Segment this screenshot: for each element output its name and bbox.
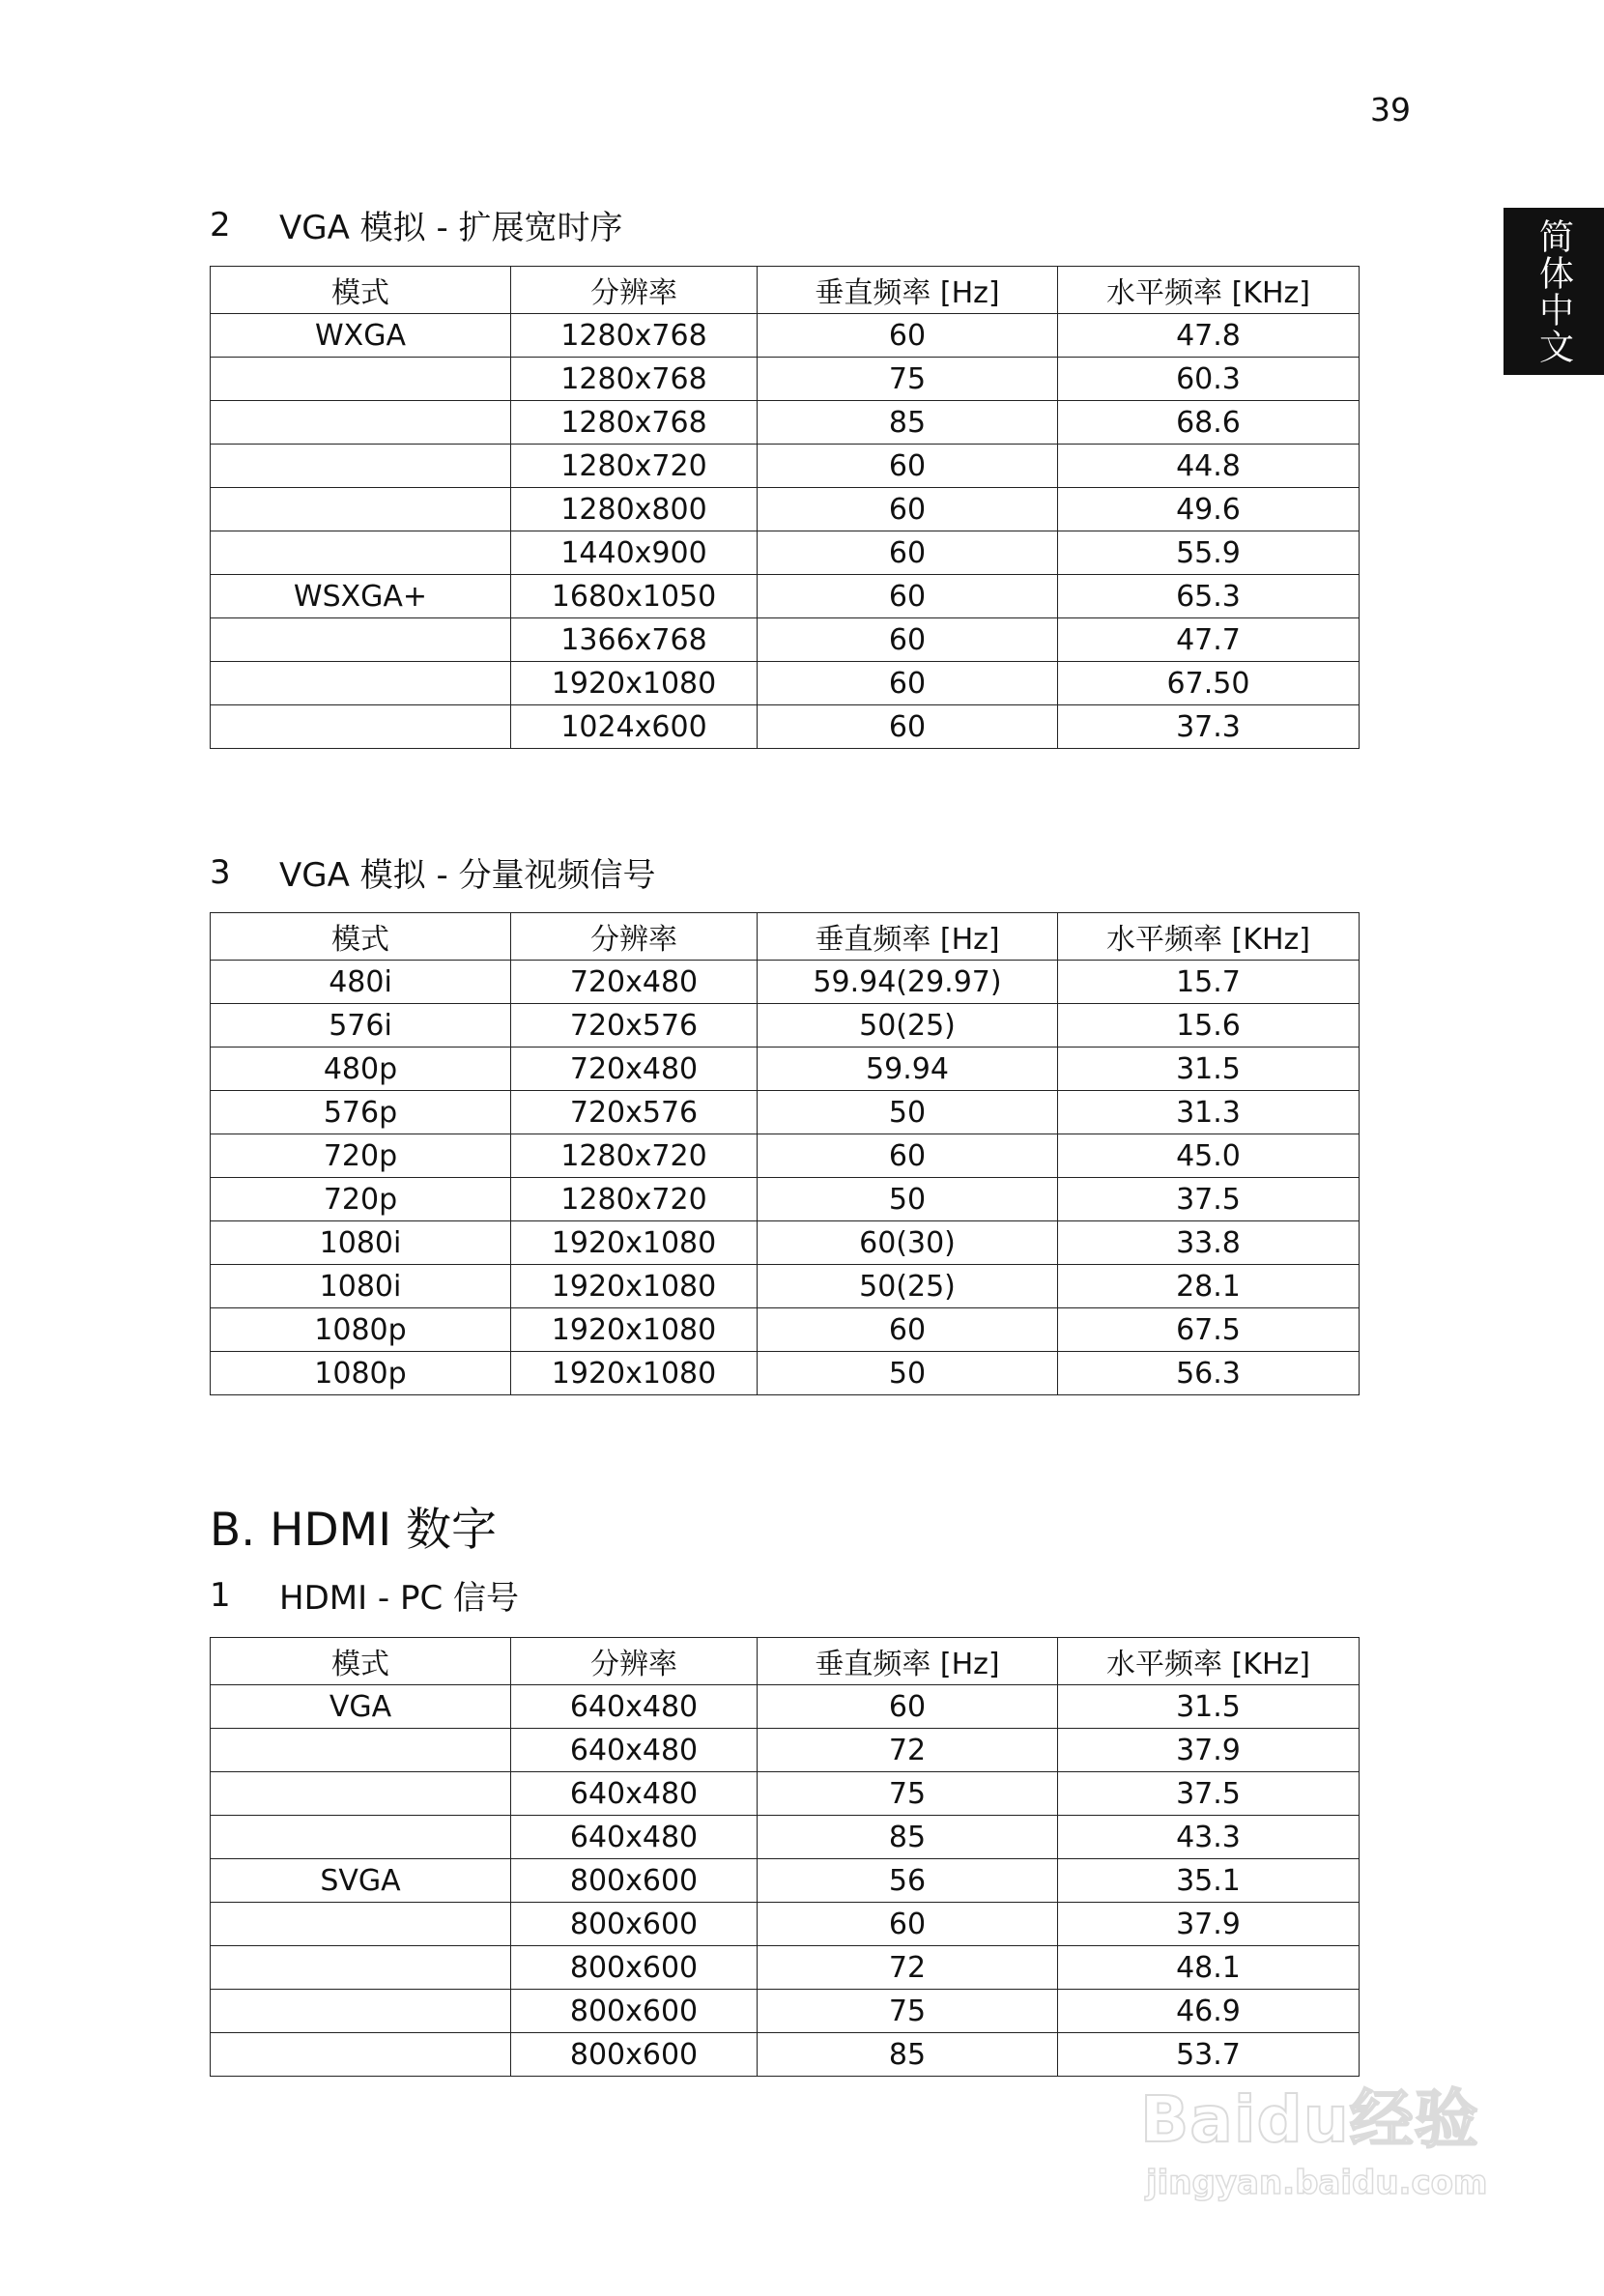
column-header-mode: 模式: [211, 267, 511, 314]
cell-mode: SVGA: [211, 1859, 511, 1903]
cell-mode: [211, 445, 511, 488]
cell-horizontal-frequency: 60.3: [1058, 358, 1360, 401]
language-side-tab: [1504, 208, 1604, 375]
table-row: [211, 1816, 1360, 1859]
cell-horizontal-frequency: 44.8: [1058, 445, 1360, 488]
table-row: [211, 445, 1360, 488]
cell-vertical-frequency: 60: [758, 314, 1058, 358]
cell-vertical-frequency: 75: [758, 1990, 1058, 2033]
cell-mode: VGA: [211, 1685, 511, 1729]
column-header-mode: 模式: [211, 913, 511, 961]
cell-vertical-frequency: 85: [758, 1816, 1058, 1859]
watermark-url: jingyan.baidu.com: [1146, 2164, 1488, 2202]
table-row: [211, 1004, 1360, 1048]
cell-mode: 720p: [211, 1134, 511, 1178]
column-header-horizontal-frequency: 水平频率 [KHz]: [1058, 913, 1360, 961]
section-2-number: 2: [210, 205, 231, 244]
cell-resolution: 1280x720: [511, 1178, 758, 1221]
cell-resolution: 800x600: [511, 1903, 758, 1946]
cell-resolution: 800x600: [511, 1859, 758, 1903]
cell-resolution: 640x480: [511, 1729, 758, 1772]
cell-resolution: 800x600: [511, 1990, 758, 2033]
cell-horizontal-frequency: 37.5: [1058, 1178, 1360, 1221]
cell-horizontal-frequency: 15.7: [1058, 961, 1360, 1004]
cell-horizontal-frequency: 37.9: [1058, 1903, 1360, 1946]
cell-mode: 720p: [211, 1178, 511, 1221]
cell-mode: [211, 705, 511, 749]
table-row: [211, 1729, 1360, 1772]
section-b1-title: HDMI - PC 信号: [279, 1579, 520, 1618]
table-row: [211, 531, 1360, 575]
table-row: [211, 1308, 1360, 1352]
cell-horizontal-frequency: 45.0: [1058, 1134, 1360, 1178]
cell-horizontal-frequency: 35.1: [1058, 1859, 1360, 1903]
section-3-number: 3: [210, 852, 231, 892]
cell-resolution: 1280x768: [511, 358, 758, 401]
cell-mode: 1080i: [211, 1265, 511, 1308]
cell-vertical-frequency: 85: [758, 401, 1058, 445]
cell-mode: [211, 1772, 511, 1816]
cell-vertical-frequency: 75: [758, 358, 1058, 401]
cell-horizontal-frequency: 47.7: [1058, 618, 1360, 662]
cell-mode: 1080p: [211, 1352, 511, 1395]
cell-horizontal-frequency: 37.5: [1058, 1772, 1360, 1816]
table-row: [211, 705, 1360, 749]
cell-resolution: 1280x768: [511, 314, 758, 358]
vga-component-video-table: [210, 912, 1360, 1395]
table-row: [211, 1091, 1360, 1134]
cell-mode: 480p: [211, 1048, 511, 1091]
cell-resolution: 800x600: [511, 1946, 758, 1990]
cell-mode: [211, 1729, 511, 1772]
cell-horizontal-frequency: 67.5: [1058, 1308, 1360, 1352]
cell-mode: [211, 2033, 511, 2077]
cell-vertical-frequency: 60: [758, 488, 1058, 531]
cell-vertical-frequency: 60: [758, 705, 1058, 749]
cell-vertical-frequency: 60: [758, 1134, 1058, 1178]
cell-vertical-frequency: 59.94: [758, 1048, 1058, 1091]
cell-vertical-frequency: 56: [758, 1859, 1058, 1903]
baidu-jingyan-watermark: [1140, 2068, 1507, 2223]
cell-vertical-frequency: 85: [758, 2033, 1058, 2077]
column-header-resolution: 分辨率: [511, 1638, 758, 1685]
cell-vertical-frequency: 50: [758, 1178, 1058, 1221]
cell-resolution: 1920x1080: [511, 1308, 758, 1352]
table-row: [211, 575, 1360, 618]
cell-resolution: 1280x800: [511, 488, 758, 531]
cell-vertical-frequency: 60: [758, 1685, 1058, 1729]
cell-mode: [211, 1903, 511, 1946]
page-number: 39: [1370, 91, 1411, 129]
cell-mode: [211, 1946, 511, 1990]
vga-extended-timing-table: [210, 266, 1360, 749]
cell-resolution: 1280x768: [511, 401, 758, 445]
cell-horizontal-frequency: 37.9: [1058, 1729, 1360, 1772]
table-row: [211, 618, 1360, 662]
table-header-row: [211, 913, 1360, 961]
cell-vertical-frequency: 60(30): [758, 1221, 1058, 1265]
cell-resolution: 720x480: [511, 961, 758, 1004]
cell-mode: [211, 1816, 511, 1859]
section-3-heading: [210, 848, 656, 896]
table-row: [211, 1178, 1360, 1221]
cell-resolution: 720x576: [511, 1091, 758, 1134]
cell-mode: 1080i: [211, 1221, 511, 1265]
cell-vertical-frequency: 72: [758, 1946, 1058, 1990]
table-header-row: [211, 1638, 1360, 1685]
cell-resolution: 720x576: [511, 1004, 758, 1048]
cell-mode: [211, 662, 511, 705]
cell-vertical-frequency: 50(25): [758, 1265, 1058, 1308]
cell-horizontal-frequency: 56.3: [1058, 1352, 1360, 1395]
table-row: [211, 1685, 1360, 1729]
table-row: [211, 1990, 1360, 2033]
table-row: [211, 1265, 1360, 1308]
cell-vertical-frequency: 60: [758, 575, 1058, 618]
cell-mode: WXGA: [211, 314, 511, 358]
cell-resolution: 800x600: [511, 2033, 758, 2077]
table-row: [211, 488, 1360, 531]
cell-resolution: 720x480: [511, 1048, 758, 1091]
column-header-horizontal-frequency: 水平频率 [KHz]: [1058, 267, 1360, 314]
cell-resolution: 1440x900: [511, 531, 758, 575]
cell-horizontal-frequency: 53.7: [1058, 2033, 1360, 2077]
cell-resolution: 640x480: [511, 1685, 758, 1729]
column-header-resolution: 分辨率: [511, 913, 758, 961]
table-row: [211, 662, 1360, 705]
cell-mode: WSXGA+: [211, 575, 511, 618]
table-row: [211, 1048, 1360, 1091]
section-b1-heading: [210, 1571, 519, 1619]
cell-mode: [211, 618, 511, 662]
hdmi-pc-signal-table: [210, 1637, 1360, 2077]
cell-horizontal-frequency: 28.1: [1058, 1265, 1360, 1308]
table-row: [211, 1221, 1360, 1265]
table-header-row: [211, 267, 1360, 314]
cell-vertical-frequency: 60: [758, 1903, 1058, 1946]
cell-horizontal-frequency: 31.5: [1058, 1685, 1360, 1729]
cell-horizontal-frequency: 46.9: [1058, 1990, 1360, 2033]
cell-vertical-frequency: 60: [758, 662, 1058, 705]
section-2-title: VGA 模拟 - 扩展宽时序: [279, 209, 623, 247]
cell-horizontal-frequency: 33.8: [1058, 1221, 1360, 1265]
table-row: [211, 358, 1360, 401]
table-row: [211, 961, 1360, 1004]
cell-vertical-frequency: 75: [758, 1772, 1058, 1816]
cell-resolution: 640x480: [511, 1772, 758, 1816]
cell-resolution: 1920x1080: [511, 662, 758, 705]
cell-horizontal-frequency: 67.50: [1058, 662, 1360, 705]
cell-resolution: 1920x1080: [511, 1265, 758, 1308]
cell-horizontal-frequency: 47.8: [1058, 314, 1360, 358]
cell-mode: [211, 401, 511, 445]
column-header-vertical-frequency: 垂直频率 [Hz]: [758, 913, 1058, 961]
cell-resolution: 1024x600: [511, 705, 758, 749]
cell-vertical-frequency: 60: [758, 1308, 1058, 1352]
cell-resolution: 1366x768: [511, 618, 758, 662]
cell-vertical-frequency: 50: [758, 1091, 1058, 1134]
table-row: [211, 314, 1360, 358]
column-header-horizontal-frequency: 水平频率 [KHz]: [1058, 1638, 1360, 1685]
column-header-mode: 模式: [211, 1638, 511, 1685]
section-b1-number: 1: [210, 1575, 231, 1615]
table-row: [211, 1772, 1360, 1816]
cell-mode: [211, 1990, 511, 2033]
cell-horizontal-frequency: 31.5: [1058, 1048, 1360, 1091]
cell-resolution: 1280x720: [511, 445, 758, 488]
table-row: [211, 1859, 1360, 1903]
cell-mode: 1080p: [211, 1308, 511, 1352]
cell-horizontal-frequency: 37.3: [1058, 705, 1360, 749]
cell-horizontal-frequency: 49.6: [1058, 488, 1360, 531]
cell-horizontal-frequency: 43.3: [1058, 1816, 1360, 1859]
column-header-vertical-frequency: 垂直频率 [Hz]: [758, 267, 1058, 314]
cell-mode: 480i: [211, 961, 511, 1004]
cell-vertical-frequency: 60: [758, 531, 1058, 575]
cell-resolution: 1680x1050: [511, 575, 758, 618]
cell-resolution: 1920x1080: [511, 1221, 758, 1265]
column-header-resolution: 分辨率: [511, 267, 758, 314]
cell-vertical-frequency: 50(25): [758, 1004, 1058, 1048]
cell-resolution: 1280x720: [511, 1134, 758, 1178]
table-row: [211, 1946, 1360, 1990]
cell-mode: [211, 488, 511, 531]
cell-resolution: 640x480: [511, 1816, 758, 1859]
chapter-b-title: B. HDMI 数字: [210, 1504, 498, 1557]
section-2-heading: [210, 201, 623, 248]
cell-mode: 576i: [211, 1004, 511, 1048]
cell-vertical-frequency: 59.94(29.97): [758, 961, 1058, 1004]
cell-mode: [211, 531, 511, 575]
cell-horizontal-frequency: 31.3: [1058, 1091, 1360, 1134]
cell-horizontal-frequency: 55.9: [1058, 531, 1360, 575]
cell-horizontal-frequency: 65.3: [1058, 575, 1360, 618]
cell-resolution: 1920x1080: [511, 1352, 758, 1395]
table-row: [211, 1352, 1360, 1395]
table-row: [211, 1903, 1360, 1946]
cell-vertical-frequency: 60: [758, 445, 1058, 488]
table-row: [211, 1134, 1360, 1178]
cell-horizontal-frequency: 15.6: [1058, 1004, 1360, 1048]
cell-mode: [211, 358, 511, 401]
cell-horizontal-frequency: 68.6: [1058, 401, 1360, 445]
language-side-tab-label: 简体中文: [1533, 217, 1574, 365]
table-row: [211, 401, 1360, 445]
cell-mode: 576p: [211, 1091, 511, 1134]
cell-vertical-frequency: 72: [758, 1729, 1058, 1772]
cell-vertical-frequency: 60: [758, 618, 1058, 662]
section-3-title: VGA 模拟 - 分量视频信号: [279, 856, 656, 895]
column-header-vertical-frequency: 垂直频率 [Hz]: [758, 1638, 1058, 1685]
cell-horizontal-frequency: 48.1: [1058, 1946, 1360, 1990]
cell-vertical-frequency: 50: [758, 1352, 1058, 1395]
watermark-logo: Baidu经验: [1140, 2082, 1479, 2157]
